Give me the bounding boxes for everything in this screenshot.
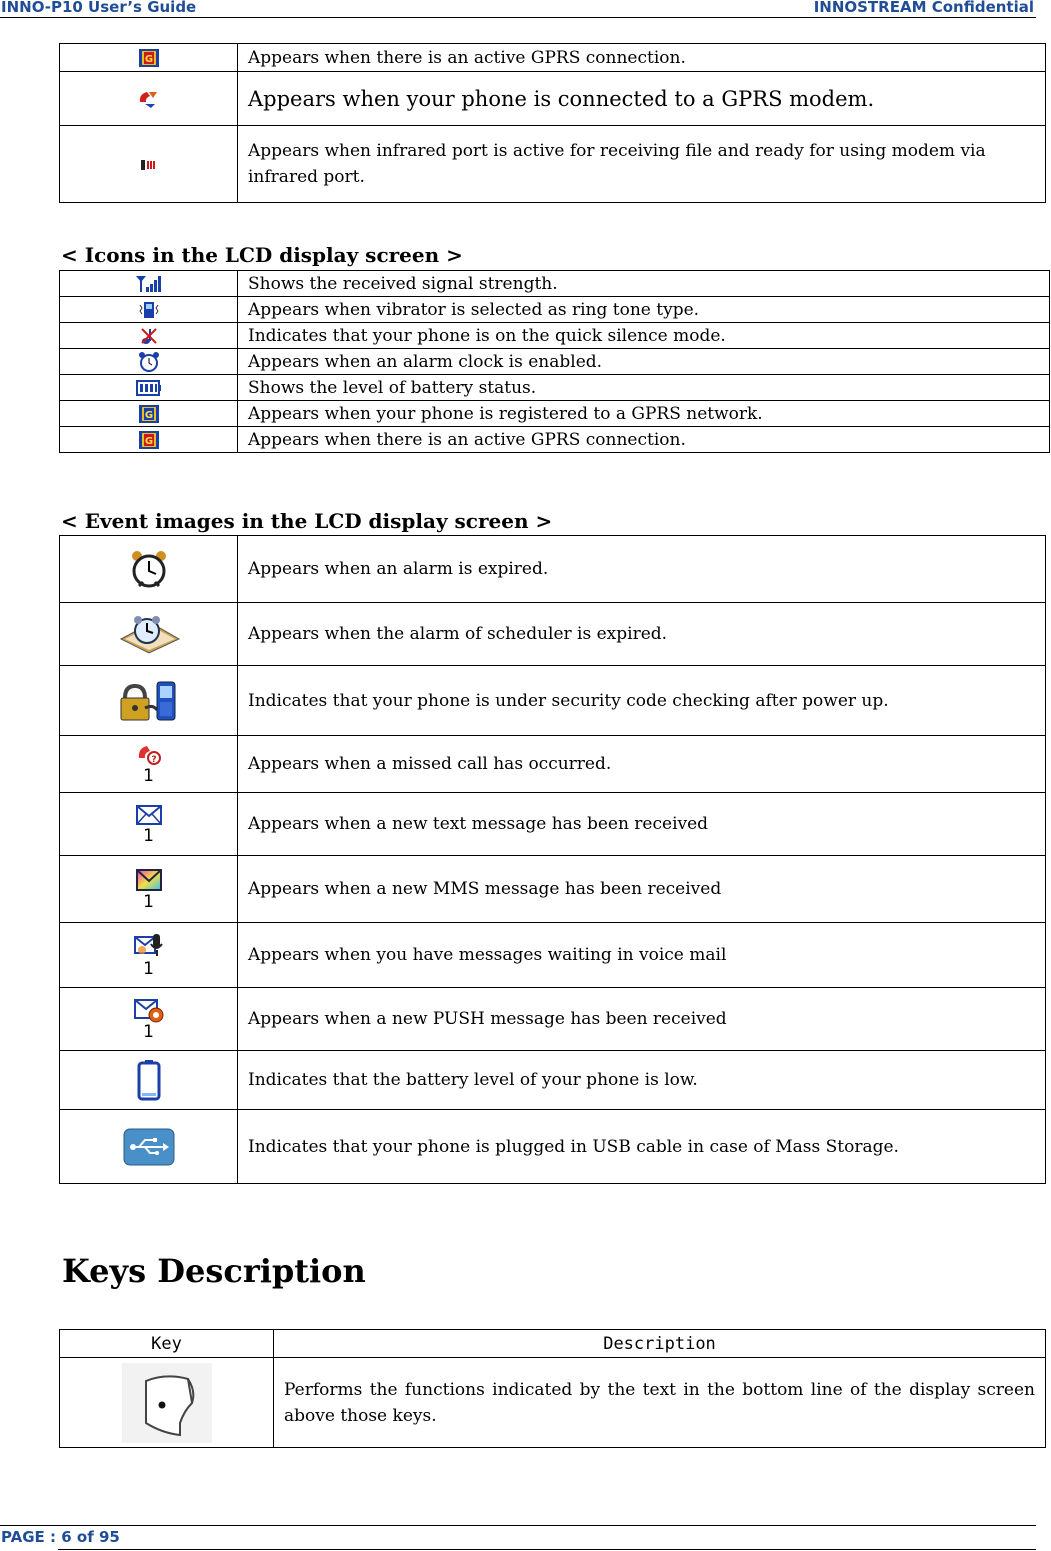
table-cell: Appears when a new text message has been received — [238, 793, 1046, 856]
usb-icon — [123, 1136, 175, 1156]
table-row — [60, 793, 1046, 856]
table-cell: Appears when a new PUSH message has been received — [238, 988, 1046, 1051]
table-cell: Appears when you have messages waiting in voice mail — [238, 923, 1046, 988]
text-message-icon — [135, 805, 163, 825]
table-row — [60, 349, 1050, 375]
status-icons-table-top — [59, 43, 1046, 203]
gprs-registered-icon — [138, 403, 160, 423]
doc-title: INNO-P10 User’s Guide — [1, 0, 197, 16]
icons-caption: < Icons in the LCD display screen > — [61, 243, 463, 267]
voice-mail-icon — [134, 936, 164, 956]
lcd-events-table — [59, 535, 1046, 1184]
table-row — [60, 323, 1050, 349]
table-cell: Appears when a missed call has occurred. — [238, 736, 1046, 793]
signal-strength-icon — [134, 273, 164, 293]
table-row — [60, 856, 1046, 923]
keys-heading: Keys Description — [62, 1252, 366, 1290]
scheduler-alarm-icon — [117, 624, 181, 644]
table-row — [60, 72, 1046, 126]
table-cell: Appears when the alarm of scheduler is expired. — [238, 603, 1046, 666]
mms-message-count: 1 — [143, 892, 154, 912]
column-header-key: Key — [60, 1330, 274, 1358]
table-row — [60, 603, 1046, 666]
table-header-row — [60, 1330, 1046, 1358]
footer-divider — [58, 1549, 1036, 1550]
silence-mode-icon — [139, 325, 159, 345]
gprs-active-icon — [138, 47, 160, 67]
page-header — [0, 0, 1036, 18]
table-cell: Appears when there is an active GPRS connection. — [238, 44, 1046, 72]
push-message-count: 1 — [143, 1022, 154, 1042]
missed-call-count: 1 — [143, 766, 154, 786]
table-cell: Appears when an alarm is expired. — [238, 536, 1046, 603]
svg-text:G: G — [144, 409, 153, 421]
push-message-icon — [134, 1000, 164, 1020]
vibrator-icon — [138, 299, 160, 319]
table-row — [60, 736, 1046, 793]
table-row — [60, 1358, 1046, 1448]
alarm-expired-icon — [129, 559, 169, 579]
table-row — [60, 536, 1046, 603]
table-row — [60, 1110, 1046, 1184]
table-row — [60, 666, 1046, 736]
table-row — [60, 1051, 1046, 1110]
gprs-modem-icon — [137, 88, 161, 108]
table-row — [60, 271, 1050, 297]
table-cell: Appears when your phone is registered to a GPRS network. — [238, 401, 1050, 427]
table-row — [60, 126, 1046, 203]
table-row — [60, 923, 1046, 988]
table-row — [60, 375, 1050, 401]
confidential-label: INNOSTREAM Confidential — [813, 0, 1034, 16]
table-row — [60, 427, 1050, 453]
lcd-icons-table — [59, 270, 1050, 453]
security-lock-icon — [119, 690, 179, 710]
missed-call-icon — [137, 745, 161, 765]
column-header-description: Description — [274, 1330, 1046, 1358]
table-row — [60, 401, 1050, 427]
infrared-icon — [139, 154, 159, 174]
table-cell: Appears when there is an active GPRS connection. — [238, 427, 1050, 453]
table-cell: Appears when a new MMS message has been received — [238, 856, 1046, 923]
gprs-active-icon — [138, 429, 160, 449]
svg-text:G: G — [144, 53, 153, 65]
text-message-count: 1 — [143, 826, 154, 846]
table-cell: Appears when vibrator is selected as ring tone type. — [238, 297, 1050, 323]
table-cell: Appears when an alarm clock is enabled. — [238, 349, 1050, 375]
svg-text:G: G — [144, 435, 153, 447]
table-cell: Performs the functions indicated by the text in the bottom line of the display screen above those keys. — [274, 1358, 1046, 1448]
events-caption: < Event images in the LCD display screen > — [61, 509, 553, 533]
table-cell: Indicates that your phone is on the quick silence mode. — [238, 323, 1050, 349]
table-cell: Shows the received signal strength. — [238, 271, 1050, 297]
svg-text:?: ? — [150, 755, 157, 765]
battery-level-icon — [136, 378, 162, 398]
table-cell: Shows the level of battery status. — [238, 375, 1050, 401]
alarm-clock-icon — [138, 351, 160, 371]
table-cell: Indicates that the battery level of your phone is low. — [238, 1051, 1046, 1110]
table-row — [60, 988, 1046, 1051]
table-cell: Appears when your phone is connected to a GPRS modem. — [238, 72, 1046, 126]
low-battery-icon — [137, 1070, 161, 1090]
table-cell: Appears when infrared port is active for receiving file and ready for using modem via infrared port. — [238, 126, 1046, 203]
mms-message-icon — [135, 870, 163, 890]
table-row — [60, 44, 1046, 72]
keys-table — [59, 1329, 1046, 1448]
table-cell: Indicates that your phone is plugged in USB cable in case of Mass Storage. — [238, 1110, 1046, 1184]
voice-mail-count: 1 — [143, 959, 154, 979]
table-row — [60, 297, 1050, 323]
soft-key-icon — [122, 1392, 212, 1412]
page-number: PAGE : 6 of 95 — [1, 1528, 120, 1546]
table-cell: Indicates that your phone is under security code checking after power up. — [238, 666, 1046, 736]
page-footer — [0, 1525, 1036, 1546]
